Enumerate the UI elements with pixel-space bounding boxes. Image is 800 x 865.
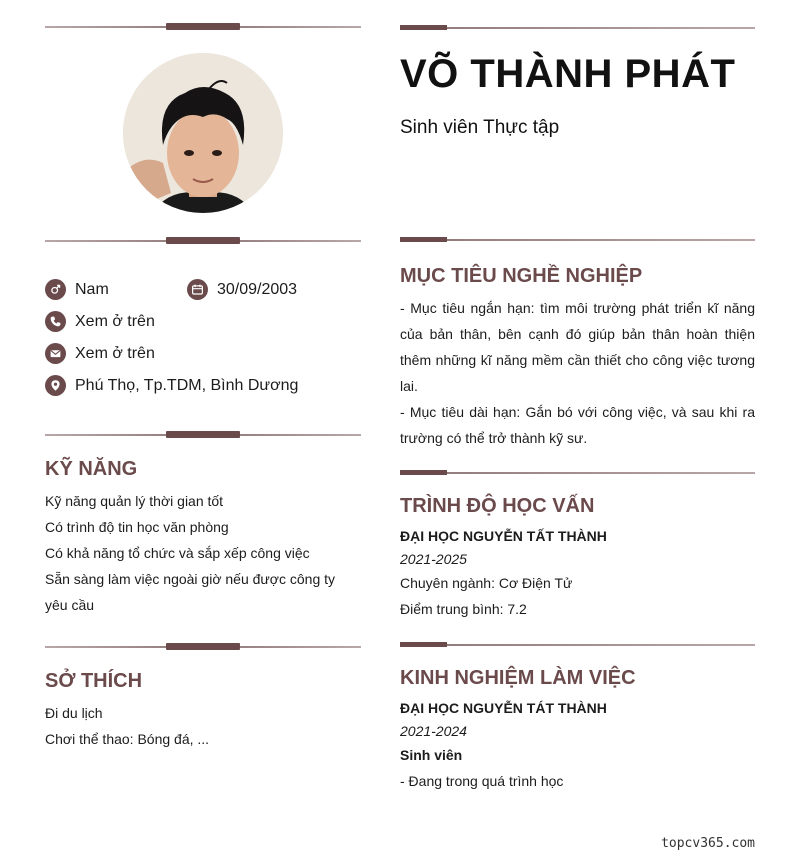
candidate-role: Sinh viên Thực tập <box>400 117 560 138</box>
list-item: Có khả năng tổ chức và sắp xếp công việc <box>45 545 310 561</box>
list-item: Đi du lịch <box>45 705 103 721</box>
email-icon <box>45 343 66 364</box>
avatar-top-divider <box>45 23 361 31</box>
address-value: Phú Thọ, Tp.TDM, Bình Dương <box>75 376 299 394</box>
skills-divider <box>45 431 361 439</box>
skills-title: KỸ NĂNG <box>45 458 138 480</box>
skills-list <box>45 488 361 618</box>
gender-value: Nam <box>75 280 109 298</box>
candidate-name: VÕ THÀNH PHÁT <box>400 52 736 96</box>
list-item: Sẵn sàng làm việc ngoài giờ nếu được công ty yêu cầu <box>45 571 336 613</box>
contact-birthday <box>187 279 297 300</box>
location-pin-icon <box>45 375 66 396</box>
education-period: 2021-2025 <box>400 551 467 567</box>
list-item: Chơi thể thao: Bóng đá, ... <box>45 731 210 747</box>
experience-period: 2021-2024 <box>400 723 467 739</box>
education-divider <box>400 470 755 476</box>
phone-icon <box>45 311 66 332</box>
contact-divider <box>45 237 361 245</box>
header-divider <box>400 25 755 31</box>
avatar-photo <box>123 53 283 213</box>
objective-title: MỤC TIÊU NGHỀ NGHIỆP <box>400 265 643 287</box>
contact-phone <box>45 311 155 332</box>
birthday-value: 30/09/2003 <box>217 280 298 298</box>
contact-email <box>45 343 155 364</box>
hobbies-list <box>45 700 361 752</box>
hobbies-title: SỞ THÍCH <box>45 670 143 692</box>
experience-position: Sinh viên <box>400 747 463 763</box>
list-item: Kỹ năng quản lý thời gian tốt <box>45 493 224 509</box>
experience-title: KINH NGHIỆM LÀM VIỆC <box>400 667 636 689</box>
objective-short-term: - Mục tiêu ngắn hạn: tìm môi trường phát triển kĩ năng của bản thân, bên cạnh đó giúp bản thân hoàn thiện thêm những kĩ năng mềm cần thiết cho công việc tương lai. <box>400 300 755 394</box>
watermark: topcv365.com <box>661 836 755 851</box>
education-major: Chuyên ngành: Cơ Điện Tử <box>400 575 573 591</box>
calendar-icon <box>187 279 208 300</box>
gender-icon <box>45 279 66 300</box>
education-gpa: Điểm trung bình: 7.2 <box>400 601 527 617</box>
experience-divider <box>400 642 755 648</box>
experience-company: ĐẠI HỌC NGUYỄN TÁT THÀNH <box>400 700 607 716</box>
education-title: TRÌNH ĐỘ HỌC VẤN <box>400 495 595 517</box>
experience-description: - Đang trong quá trình học <box>400 773 564 789</box>
experience-entry <box>400 696 755 794</box>
contact-gender <box>45 279 109 300</box>
phone-value: Xem ở trên <box>75 312 155 330</box>
list-item: Có trình độ tin học văn phòng <box>45 519 229 535</box>
contact-address <box>45 375 298 396</box>
avatar <box>123 53 283 213</box>
education-entry <box>400 524 755 622</box>
objective-divider <box>400 237 755 243</box>
email-value: Xem ở trên <box>75 344 155 362</box>
education-school: ĐẠI HỌC NGUYỄN TẤT THÀNH <box>400 528 607 544</box>
objective-long-term: - Mục tiêu dài hạn: Gắn bó với công việc, và sau khi ra trường có thể trở thành kỹ sư. <box>400 404 755 446</box>
hobbies-divider <box>45 643 361 651</box>
